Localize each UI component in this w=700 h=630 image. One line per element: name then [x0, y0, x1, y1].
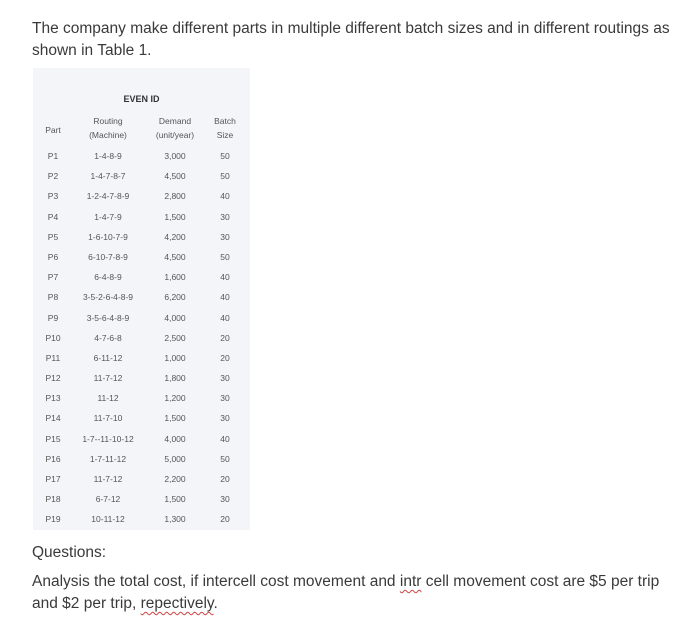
- cell-demand: 2,800: [164, 191, 186, 202]
- header-demand-line1: Demand: [158, 116, 192, 126]
- table-row: [33, 330, 250, 350]
- table-row: [33, 431, 250, 451]
- table-row: [33, 511, 250, 531]
- table-row: [33, 310, 250, 330]
- questions-text-middle: cell movement cost are $5 per trip and $2 per trip,: [32, 573, 660, 612]
- table-row: [33, 188, 250, 208]
- cell-demand: 5,000: [164, 453, 186, 464]
- cell-batch: 40: [220, 312, 230, 323]
- cell-part: P8: [47, 292, 59, 303]
- cell-routing: 1-7--11-10-12: [82, 433, 134, 444]
- header-demand: [145, 114, 205, 142]
- cell-demand: 2,500: [164, 332, 186, 343]
- cell-batch: 40: [220, 433, 230, 444]
- cell-routing: 1-6-10-7-9: [88, 231, 128, 242]
- table-row: [33, 471, 250, 491]
- cell-demand: 1,500: [164, 413, 186, 424]
- cell-batch: 20: [220, 474, 230, 484]
- header-batch-line2: Size: [216, 130, 234, 140]
- cell-batch: 40: [220, 191, 230, 202]
- cell-routing: 1-2-4-7-8-9: [86, 191, 130, 202]
- cell-batch: 40: [220, 272, 230, 283]
- table-1-image: [33, 68, 250, 530]
- questions-heading: Questions:: [32, 544, 107, 561]
- misspelled-word-repectively[interactable]: repectively: [140, 595, 214, 612]
- cell-batch: 30: [220, 373, 230, 384]
- cell-part: P5: [47, 231, 59, 242]
- header-batch-line1: Batch: [214, 116, 236, 126]
- cell-routing: 11-12: [97, 393, 119, 404]
- cell-routing: 3-5-6-4-8-9: [86, 312, 130, 323]
- cell-batch: 50: [220, 251, 230, 262]
- cell-part: P6: [47, 251, 59, 262]
- cell-demand: 4,500: [164, 171, 186, 182]
- questions-text-before: Analysis the total cost, if intercell cost movement and: [32, 573, 400, 590]
- cell-batch: 20: [220, 332, 230, 343]
- cell-demand: 1,000: [164, 352, 186, 363]
- header-part-label: Part: [45, 125, 61, 135]
- table-row: [33, 269, 250, 289]
- cell-batch: 30: [220, 494, 230, 505]
- cell-routing: 11-7-12: [93, 373, 123, 384]
- cell-demand: 1,800: [164, 373, 186, 384]
- header-part: [37, 123, 69, 137]
- cell-part: P19: [45, 514, 61, 525]
- cell-part: P4: [47, 211, 59, 222]
- cell-batch: 30: [220, 413, 230, 424]
- cell-batch: 40: [220, 292, 230, 303]
- cell-demand: 2,200: [164, 474, 186, 484]
- cell-demand: 1,200: [164, 393, 186, 404]
- table-row: [33, 410, 250, 430]
- table-row: [33, 289, 250, 309]
- cell-routing: 6-10-7-8-9: [88, 251, 128, 262]
- cell-part: P2: [47, 171, 59, 182]
- cell-batch: 30: [220, 231, 230, 242]
- cell-demand: 4,200: [164, 231, 186, 242]
- cell-part: P7: [47, 272, 59, 283]
- table-row: [33, 370, 250, 390]
- cell-batch: 50: [220, 151, 230, 161]
- cell-batch: 50: [220, 171, 230, 182]
- table-row: [33, 249, 250, 269]
- header-demand-line2: (unit/year): [155, 130, 195, 140]
- cell-batch: 30: [220, 393, 230, 404]
- cell-part: P15: [45, 433, 61, 444]
- header-routing: [73, 114, 143, 142]
- cell-routing: 4-7-6-8: [94, 332, 122, 343]
- cell-batch: 20: [220, 514, 230, 525]
- table-row: [33, 168, 250, 188]
- table-row: [33, 209, 250, 229]
- table-body: [33, 148, 250, 532]
- cell-part: P13: [45, 393, 61, 404]
- intro-paragraph: The company make different parts in multiple different batch sizes and in different routings as shown in Table 1.: [32, 20, 670, 59]
- cell-demand: 1,500: [164, 494, 186, 505]
- table-row: [33, 148, 250, 168]
- cell-routing: 11-7-10: [93, 413, 123, 424]
- cell-routing: 1-7-11-12: [89, 453, 127, 464]
- cell-part: P11: [45, 352, 61, 363]
- cell-routing: 6-4-8-9: [94, 272, 122, 283]
- misspelled-word-intr[interactable]: intr: [399, 573, 422, 590]
- cell-part: P3: [47, 191, 59, 202]
- cell-demand: 4,500: [164, 251, 186, 262]
- table-row: [33, 350, 250, 370]
- cell-demand: 1,600: [164, 272, 186, 283]
- cell-demand: 4,000: [164, 433, 186, 444]
- cell-demand: 1,500: [164, 211, 186, 222]
- cell-batch: 50: [220, 453, 230, 464]
- cell-part: P16: [45, 453, 61, 464]
- cell-part: P10: [45, 332, 61, 343]
- cell-routing: 11-7-12: [93, 474, 123, 484]
- cell-routing: 10-11-12: [91, 514, 125, 525]
- questions-paragraph: [32, 571, 672, 615]
- cell-part: P14: [45, 413, 61, 424]
- cell-demand: 3,000: [164, 151, 186, 161]
- cell-part: P17: [45, 474, 61, 484]
- cell-demand: 4,000: [164, 312, 186, 323]
- cell-routing: 1-4-7-9: [94, 211, 122, 222]
- cell-part: P12: [45, 373, 61, 384]
- cell-demand: 6,200: [164, 292, 186, 303]
- header-routing-line1: Routing: [93, 116, 123, 126]
- cell-batch: 30: [220, 211, 230, 222]
- cell-part: P9: [47, 312, 59, 323]
- cell-routing: 6-11-12: [93, 352, 123, 363]
- table-row: [33, 229, 250, 249]
- table-row: [33, 491, 250, 511]
- header-routing-line2: (Machine): [89, 130, 127, 140]
- cell-part: P1: [47, 151, 59, 161]
- table-row: [33, 451, 250, 471]
- cell-batch: 20: [220, 352, 230, 363]
- cell-routing: 6-7-12: [95, 494, 121, 505]
- cell-routing: 1-4-8-9: [94, 151, 122, 161]
- header-batch: [205, 114, 245, 142]
- table-title: EVEN ID: [123, 94, 160, 104]
- cell-part: P18: [45, 494, 61, 505]
- cell-routing: 3-5-2-6-4-8-9: [82, 292, 134, 303]
- cell-demand: 1,300: [164, 514, 186, 525]
- table-row: [33, 390, 250, 410]
- cell-routing: 1-4-7-8-7: [90, 171, 126, 182]
- questions-text-after: .: [213, 595, 218, 612]
